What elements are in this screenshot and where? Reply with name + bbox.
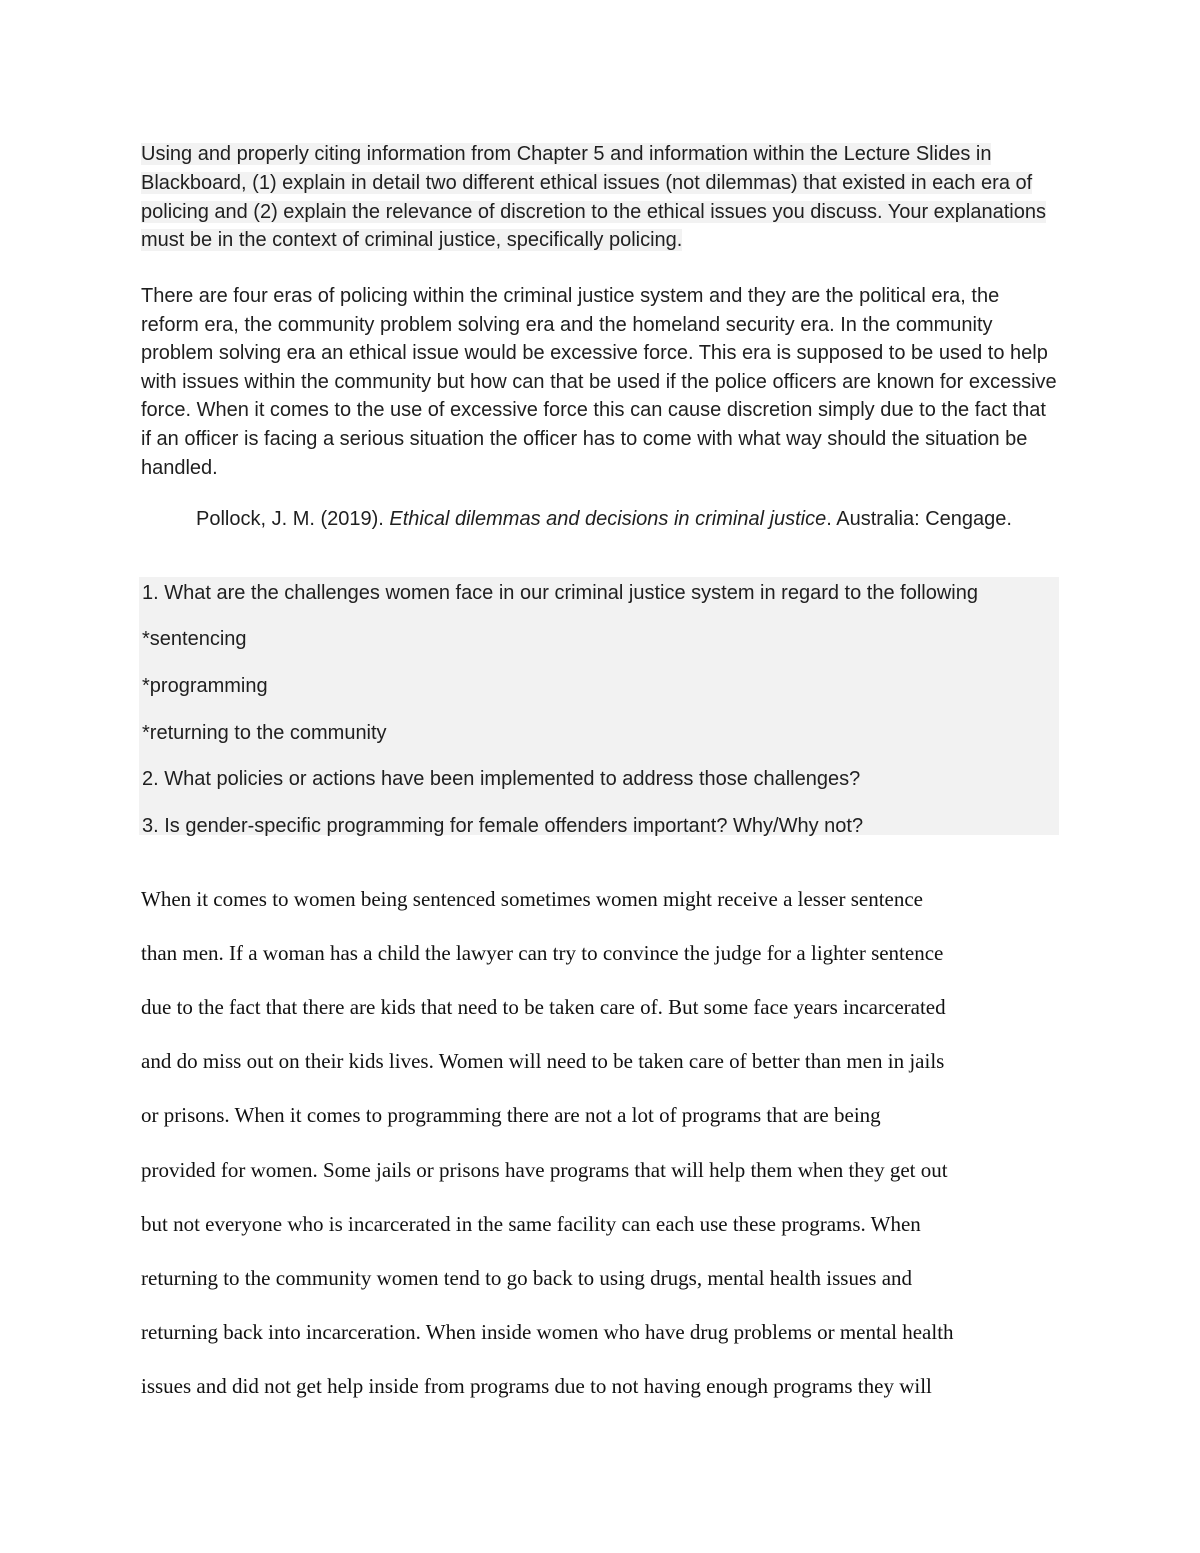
answer-2-line: provided for women. Some jails or prisons have programs that will help them when they get out [141,1158,948,1182]
prompt-2-line: *returning to the community [142,722,387,744]
prompt-2-line: 2. What policies or actions have been implemented to address those challenges? [142,768,861,790]
prompt-2-line: *sentencing [142,628,247,650]
answer-2-line: issues and did not get help inside from programs due to not having enough programs they will [141,1374,932,1398]
citation-publisher: . Australia: Cengage. [826,508,1012,530]
assignment-prompt-1 [141,140,1061,255]
assignment-prompt-1-text: Using and properly citing information from Chapter 5 and information within the Lecture Slides in Blackboard, (1) explain in detail two different ethical issues (not dilemmas) that existed in each era of policing and (2) explain the relevance of discretion to the ethical issues you discuss. Your explanations must be in the context of criminal justice, specifically policing. [141,143,1046,252]
answer-2-line: than men. If a woman has a child the lawyer can try to convince the judge for a lighter sentence [141,941,944,965]
prompt-2-line: 1. What are the challenges women face in our criminal justice system in regard to the following [142,582,978,604]
answer-2-line: returning back into incarceration. When inside women who have drug problems or mental health [141,1320,954,1344]
prompt-2-line: *programming [142,675,268,697]
answer-2-line: but not everyone who is incarcerated in the same facility can each use these programs. When [141,1212,921,1236]
citation-author: Pollock, J. M. (2019). [196,508,390,530]
answer-2-line: returning to the community women tend to go back to using drugs, mental health issues and [141,1266,913,1290]
reference-citation [196,507,1016,532]
answer-2-line: due to the fact that there are kids that need to be taken care of. But some face years incarcerated [141,995,946,1019]
answer-2-line: When it comes to women being sentenced sometimes women might receive a lesser sentence [141,887,923,911]
answer-paragraph-1: There are four eras of policing within the criminal justice system and they are the political era, the reform era, the community problem solving era and the homeland security era. In the community problem solving era an ethical issue would be excessive force. This era is supposed to be used to help with issues within the community but how can that be used if the police officers are known for excessive force. When it comes to the use of excessive force this can cause discretion simply due to the fact that if an officer is facing a serious situation the officer has to come with what way should the situation be handled. [141,285,1057,479]
assignment-prompt-2 [139,577,1059,835]
prompt-2-line: 3. Is gender-specific programming for female offenders important? Why/Why not? [142,815,864,837]
answer-2-line: or prisons. When it comes to programming there are not a lot of programs that are being [141,1103,881,1127]
citation-title: Ethical dilemmas and decisions in criminal justice [389,508,827,530]
answer-2-line: and do miss out on their kids lives. Women will need to be taken care of better than men in jails [141,1049,945,1073]
